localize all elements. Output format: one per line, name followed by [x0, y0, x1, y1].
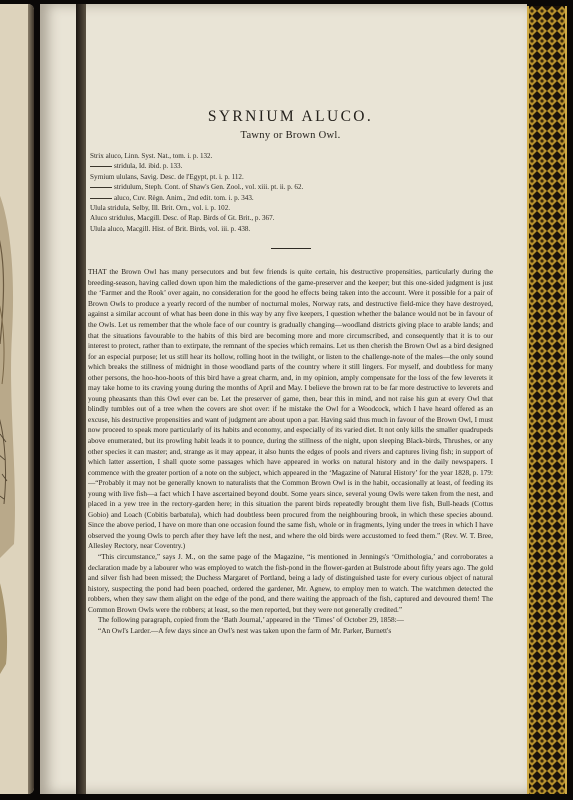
body-paragraph: The following paragraph, copied from the ‘Bath Journal,’ appeared in the ‘Times’ of October 29, 1858:— [98, 616, 404, 625]
ditto-dash [90, 166, 112, 167]
synonym-line [90, 224, 493, 234]
body-paragraph: “This circumstance,” says J. M., on the same page of the Magazine, “is mentioned in Jennings's ‘Ornithologia,’ and corroborates a declaration made by a labourer who was employed to watch the fish-pond in the flower-garden at Bulstrode about fifty years ago. The gold and silver fish had been missed; the Duchess Margaret of Portland, being a lady of distinguished taste for every curious object of natural history, suspecting the pond had been poached, ordered the gardener, Mr. Agnew, to employ men to watch. The watchmen detected the robbers, when they saw them alight on the edge of the pond, and there waiting the approach of the fish, captured and devoured them! The Common Brown Owls were the robbers; at least, so the men reported, but they were not generally credited.” [88, 553, 493, 614]
synonym-line [90, 151, 493, 161]
illustration-fragment [0, 4, 24, 794]
synonym-text: Aluco stridulus, Macgill. Desc. of Rap. Birds of Gt. Brit., p. 367. [90, 214, 275, 223]
synonym-text: stridulum, Steph. Cont. of Shaw's Gen. Zool., vol. xiii. pt. ii. p. 62. [114, 183, 304, 192]
synonym-line [90, 213, 493, 223]
common-name: Tawny or Brown Owl. [240, 130, 341, 141]
body-paragraph: “An Owl's Larder.—A few days since an Owl's nest was taken upon the farm of Mr. Parker, Burnett's [98, 626, 392, 635]
synonym-line [90, 161, 493, 171]
synonym-line [90, 203, 493, 213]
synonym-text: Syrnium ululans, Savig. Desc. de l'Egypt, pt. i. p. 112. [90, 172, 244, 181]
synonym-text: stridula, Id. ibid. p. 133. [114, 162, 183, 171]
synonym-text: Ulula stridula, Selby, Ill. Brit. Orn., vol. i. p. 102. [90, 204, 231, 213]
synonym-text: Strix aluco, Linn. Syst. Nat., tom. i. p. 132. [90, 152, 213, 160]
synonym-text: Ulula aluco, Macgill. Hist. of Brit. Birds, vol. iii. p. 438. [90, 224, 251, 233]
synonym-line [90, 182, 493, 192]
body-text [88, 267, 493, 636]
page-text [88, 108, 493, 636]
ditto-dash [90, 187, 112, 188]
body-paragraph: THAT the Brown Owl has many persecutors and but few friends is quite certain, his destructive propensities, particularly during the breeding-season, having called down upon him the maledictions of the game-preserver and the keeper; but this one-sided judgment is just the ‘Farmer and the Rook’ over again, no consideration for the good he effects being taken into the account. Were it possible for a pair of Brown Owls to produce a yearly record of the number of nocturnal moles, Norway rats, and destructive field-mice they have destroyed, against a similar account of what has been done in this way by any five keepers, I question whether the balance would not be in favour of the Owls. Let us remember that the whole face of our country is gradually changing—woodland districts giving place to arable lands; and that the situations favourable to the habits of this bird are becoming more and more circumscribed, and consequently that it is to our interest to protect, rather than to extirpate, the remnant of the species which remains. Let us then cherish the Brown Owl as a bird designed for an especial purpose; let us still hear its hollow, rolling hoot in the twilight, or listen to the challenge-note of the males—the only sound which breaks the stillness of midnight in those woodland parts of the country where it still lingers. For myself, and doubtless for many other persons, the hoo-hoo-hoots of this bird have a great charm, and, in my opinion, amply compensate for the loss of the few leverets it may take home to its craving young during the months of April and May. I believe the brown rat to be far more destructive to leverets and young pheasants than this Owl ever can be. Let the preserver of game, then, bear this in mind, and not raise his gun at every Owl that blindly tumbles out of a tree when the covers are shot over: if he mistake the Owl for a Woodcock, which I have heard offered as an excuse, his destructive propensities and want of judgment are about upon a par. Having said thus much in favour of the Brown Owl, I must now proceed to speak more particularly of its habits and economy, and especially of its varied diet. It not only kills the smaller quadrupeds above enumerated, but its prowling habit leads it to pounce, during the stillness of the night, upon sleeping Black-birds, Thrushes, or any other species it can master; and, strange as it may appear, it also hunts the edges of pools and rivers and captures living fish; in support of which latter assertion, I shall quote some passages which have appeared in works on natural history and in the daily newspapers. I commence with the greater portion of a note on the subject, which appeared in the ‘Magazine of Natural History’ for the year 1828, p. 179:—“Probably it may not be generally known to naturalists that the Common Brown Owl is in the habit, occasionally at least, of feeding its young with live fish—a fact which I have ascertained beyond doubt. Some years since, several young Owls were taken from the nest, and placed in a yew tree in the rectory-garden here; in this situation the parent birds repeatedly brought them live fish, Bull-heads (Cottus Gobio) and Loach (Cobitis barbatula), which had doubtless been procured from the neighbouring brook, in which these species abound. Since the above period, I have on more than one occasion found the same fish, whole or in fragments, lying under the trees in which I have observed the young Owls to perch after they have left the nest, and where the old birds were accustomed to feed them.” (Rev. W. T. Bree, Allesley Rectory, near Coventry.) [88, 268, 493, 551]
synonym-line [90, 172, 493, 182]
previous-page-plate [0, 4, 34, 794]
synonym-text: aluco, Cuv. Règn. Anim., 2nd edit. tom. i. p. 343. [114, 193, 254, 202]
synonymy-list [90, 151, 493, 234]
section-divider [271, 248, 311, 249]
decorative-border [527, 6, 573, 794]
species-title: SYRNIUM ALUCO. [207, 108, 374, 125]
ditto-dash [90, 198, 112, 199]
synonym-line [90, 193, 493, 203]
